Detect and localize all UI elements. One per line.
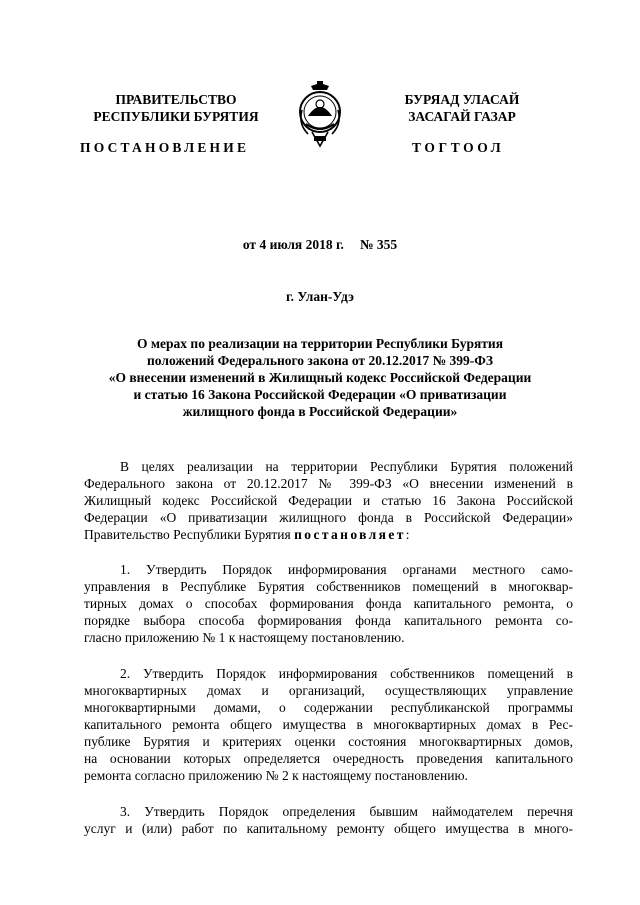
decree-title: [60, 335, 580, 420]
resolves-colon: :: [405, 527, 410, 542]
text-line: гласно приложению № 1 к настоящему постановлению.: [84, 630, 405, 645]
text-line: многоквартирных домах и организаций, осуществляющих управление: [84, 683, 573, 698]
org-line: ПРАВИТЕЛЬСТВО: [115, 92, 237, 107]
text-line: Жилищный кодекс Российской Федерации и статью 16 Закона Российской: [84, 493, 573, 508]
title-line: О мерах по реализации на территории Республики Бурятия: [136, 336, 504, 351]
text-line: 3. Утвердить Порядок определения бывшим наймодателем перечня: [120, 804, 573, 819]
item-2-paragraph: [84, 665, 573, 784]
government-name-bua: [362, 91, 562, 125]
item-3-paragraph: [84, 803, 573, 837]
coat-of-arms-icon: [296, 80, 344, 150]
text-line: публике Бурятия и критериях оценки состояния многоквартирных домов,: [84, 734, 573, 749]
text-line: 1. Утвердить Порядок информирования органами местного само-: [120, 562, 573, 577]
text-line: порядке выбора способа формирования фонда капитального ремонта со-: [84, 613, 573, 628]
text-line: капитального ремонта общего имущества в многоквартирных домах в Рес-: [84, 717, 573, 732]
text-line: Федерации «О приватизации жилищного фонда в Российской Федерации»: [84, 510, 573, 525]
decree-type-bua: ТОГТООЛ: [412, 140, 505, 155]
text-line: 2. Утвердить Порядок информирования собственников помещений в: [120, 666, 573, 681]
decree-type-ru: ПОСТАНОВЛЕНИЕ: [80, 140, 250, 155]
title-line: «О внесении изменений в Жилищный кодекс Российской Федерации: [108, 370, 532, 385]
resolves-word: постановляет: [294, 527, 406, 542]
text-line: Федерального закона от 20.12.2017 № 399-ФЗ «О внесении изменений в: [84, 476, 573, 491]
org-line: РЕСПУБЛИКИ БУРЯТИЯ: [93, 109, 259, 124]
text-line: услуг и (или) работ по капитальному ремонту общего имущества в много-: [84, 821, 573, 836]
title-line: и статью 16 Закона Российской Федерации «О приватизации: [133, 387, 507, 402]
text-line: на основании которых определяется очередность проведения капитального: [84, 751, 573, 766]
decree-number: № 355: [359, 237, 398, 252]
government-name-ru: [76, 91, 276, 125]
item-1-paragraph: [84, 561, 573, 646]
decree-date: от 4 июля 2018 г.: [242, 237, 344, 252]
city: г. Улан-Удэ: [286, 289, 354, 304]
date-number-line: [0, 237, 640, 253]
text-line: [84, 526, 573, 543]
preamble-paragraph: [84, 458, 573, 543]
org-line: ЗАСАГАЙ ГАЗАР: [408, 109, 516, 124]
title-line: положений Федерального закона от 20.12.2017 № 399-ФЗ: [147, 353, 493, 368]
title-line: жилищного фонда в Российской Федерации»: [182, 404, 458, 419]
preamble-tail: Правительство Республики Бурятия: [84, 527, 291, 542]
text-line: тирных домах о способах формирования фонда капитального ремонта, о: [84, 596, 573, 611]
org-line: БУРЯАД УЛАСАЙ: [404, 92, 520, 107]
text-line: ремонта согласно приложению № 2 к настоящему постановлению.: [84, 768, 468, 783]
text-line: В целях реализации на территории Республики Бурятия положений: [120, 459, 573, 474]
text-line: управления в Республике Бурятия собственников помещений в многоквар-: [84, 579, 573, 594]
text-line: многоквартирными домами, о содержании республиканской программы: [84, 700, 573, 715]
